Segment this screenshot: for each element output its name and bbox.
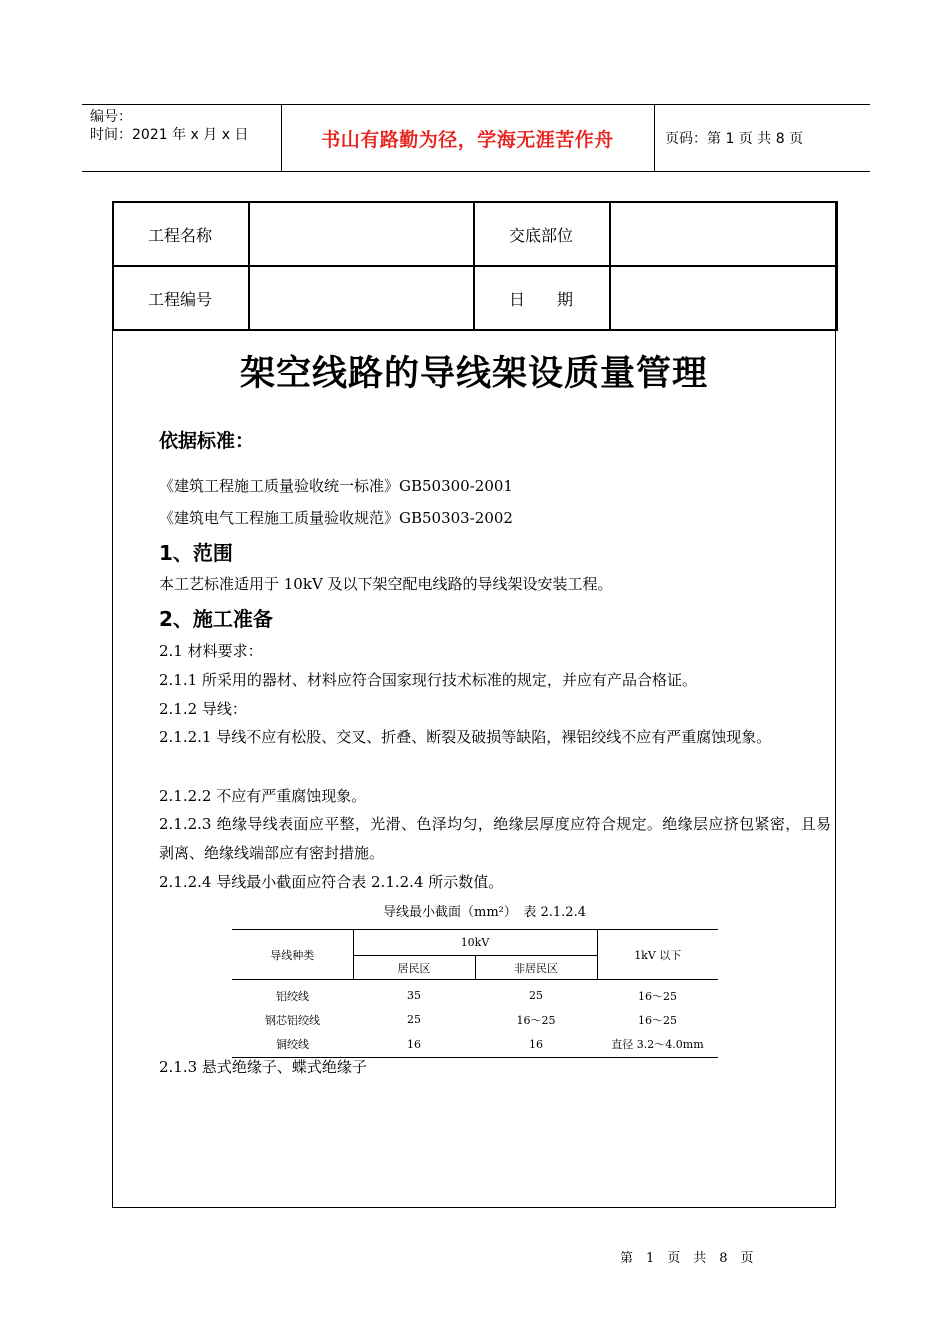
- number-label: 编号：: [90, 109, 132, 125]
- project-number-label: 工程编号: [113, 266, 249, 330]
- date-field: [610, 266, 837, 330]
- basis-standard-1: 《建筑工程施工质量验收统一标准》GB50300-2001: [159, 477, 513, 495]
- cell-nonresidential: 16～25: [516, 1013, 556, 1027]
- project-info-table: [112, 201, 838, 331]
- cell-type: 铝绞线: [276, 989, 309, 1003]
- head-residential: 居民区: [353, 956, 475, 980]
- project-name-label: 工程名称: [113, 202, 249, 266]
- para-2-1: 2.1 材料要求：: [159, 642, 263, 660]
- table-row: [232, 980, 718, 1008]
- table-row: [232, 1008, 718, 1032]
- cell-nonresidential: 16: [475, 1032, 597, 1058]
- basis-standard-2: 《建筑电气工程施工质量验收规范》GB50303-2002: [159, 509, 513, 527]
- cell-type: 钢芯铝绞线: [265, 1013, 320, 1027]
- cell-1kv-below: 直径 3.2～4.0mm: [597, 1032, 718, 1058]
- header-meta: [90, 108, 248, 144]
- para-2-1-2-3: 2.1.2.3 绝缘导线表面应平整，光滑、色泽均匀，绝缘层厚度应符合规定。绝缘层应挤包紧密，且易剥离、绝缘线端部应有密封措施。: [159, 815, 831, 862]
- header-motto: 书山有路勤为径，学海无涯苦作舟: [321, 128, 614, 151]
- table-caption: 导线最小截面（mm²） 表 2.1.2.4: [383, 905, 586, 920]
- time-label: 时间：2021 年 x 月 x 日: [90, 127, 249, 143]
- para-2-1-2: 2.1.2 导线：: [159, 700, 247, 718]
- para-2-1-2-1: 2.1.2.1 导线不应有松股、交叉、折叠、断裂及破损等缺陷，裸铝绞线不应有严重腐蚀现象。: [159, 728, 772, 746]
- page-footer: 第 1 页 共 8 页: [620, 1251, 754, 1266]
- cell-type: 铜绞线: [232, 1032, 353, 1058]
- para-2-1-3: 2.1.3 悬式绝缘子、蝶式绝缘子: [159, 1058, 367, 1076]
- head-1kv-below: 1kV 以下: [597, 930, 718, 980]
- header-page-label: 页码：第 1 页 共 8 页: [665, 131, 804, 147]
- page-header: [82, 104, 870, 172]
- project-name-field: [249, 202, 474, 266]
- table-row: [232, 1032, 718, 1058]
- para-2-1-2-2: 2.1.2.2 不应有严重腐蚀现象。: [159, 787, 367, 805]
- head-conductor-type: 导线种类: [232, 930, 353, 980]
- head-nonresidential: 非居民区: [475, 956, 597, 980]
- cell-residential: 16: [353, 1032, 475, 1058]
- cell-1kv-below: 16～25: [638, 1013, 677, 1027]
- min-section-table: [232, 929, 718, 1058]
- cell-residential: 35: [407, 989, 421, 1003]
- cell-nonresidential: 25: [529, 989, 543, 1003]
- handover-part-field: [610, 202, 837, 266]
- handover-part-label: 交底部位: [474, 202, 610, 266]
- para-2-1-2-4: 2.1.2.4 导线最小截面应符合表 2.1.2.4 所示数值。: [159, 873, 504, 891]
- head-10kv: 10kV: [353, 930, 597, 956]
- para-2-1-1: 2.1.1 所采用的器材、材料应符合国家现行技术标准的规定，并应有产品合格证。: [159, 671, 697, 689]
- cell-residential: 25: [407, 1013, 421, 1026]
- section-2-heading: 2、施工准备: [159, 607, 273, 631]
- basis-heading: 依据标准：: [159, 430, 255, 452]
- section-1-text: 本工艺标准适用于 10kV 及以下架空配电线路的导线架设安装工程。: [159, 575, 613, 593]
- date-label: 日 期: [474, 266, 610, 330]
- project-number-field: [249, 266, 474, 330]
- cell-1kv-below: 16～25: [638, 989, 677, 1003]
- document-title: 架空线路的导线架设质量管理: [239, 354, 708, 394]
- section-1-heading: 1、范围: [159, 541, 233, 565]
- header-divider: [654, 104, 655, 172]
